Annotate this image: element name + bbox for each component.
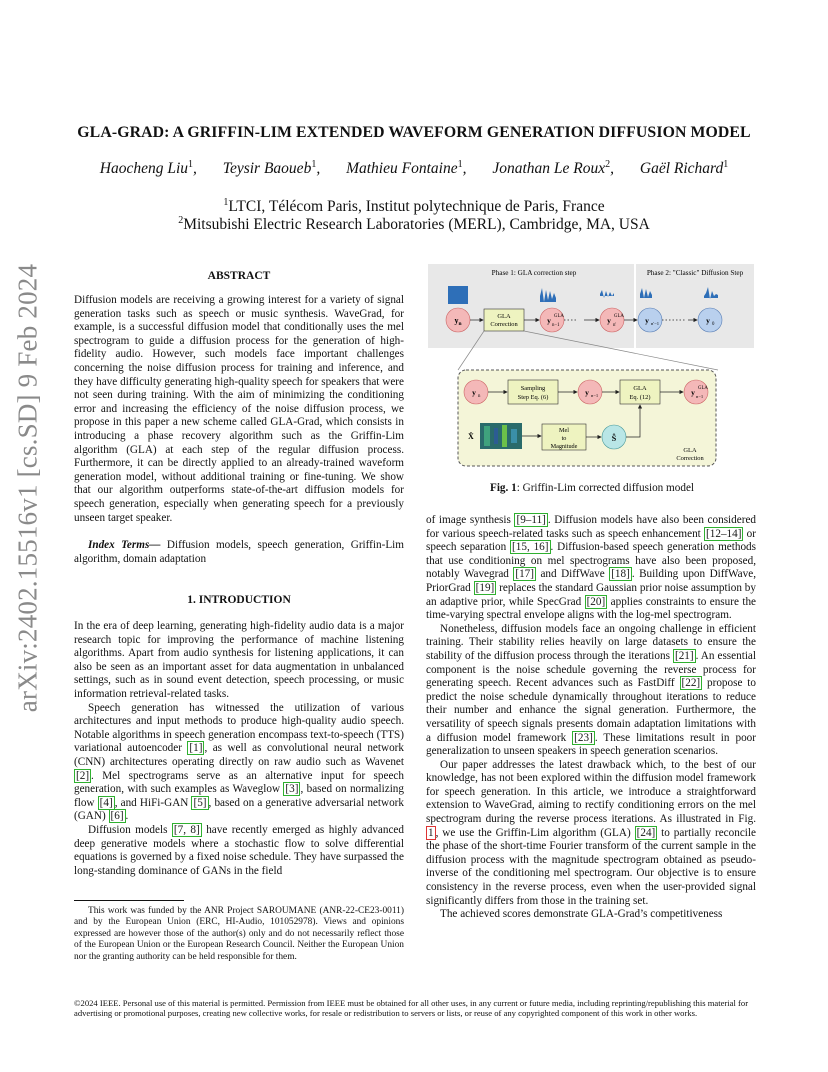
paragraph: Our paper addresses the latest drawback which, to the best of our knowledge, has not been explored within the diffusion model framework for speech generation. In this article, we introduce a straightforward extension to WaveGrad, aiming to rectify conditioning errors on the mel spectrogram during the reverse process iterations. As illustrated in Fig. 1 , we use the Griffin-Lim algorithm (GLA) [24] to partially reconcile the phase of the short-time Fourier transform of the current sample in the diffusion process with the magnitude spectrogram obtained as pseudo-inverse of the conditioning mel spectrogram. Our objective is to ensure consistency in the reverse process, even when the user-provided signal significantly differs from those in the training set. [426,758,756,907]
abstract-body [74,294,404,566]
svg-text:y: y [691,388,695,397]
citation-link[interactable]: [19] [475,581,495,594]
author: Jonathan Le Roux$^2$, [492,158,614,177]
paragraph: Speech generation has witnessed the utilization of various architectures and input methods to produce high-quality audio speech. Notable algorithms in speech generation encompass text-to-speech (TTS) variational autoencoder [1] , as well as convolutional neural network (CNN) architectures operating directly on raw audio such as Wavenet [2] . Mel spectrograms serve as an alternative input for speech generation, with such examples as Waveglow [3] , based on normalizing flow [4] , and HiFi-GAN [5] , based on a generative adversarial network (GAN) [6] . [74,701,404,823]
svg-text:Sampling: Sampling [520,385,546,392]
author: Haocheng Liu$^1$, [99,158,197,177]
svg-text:Eq. (12): Eq. (12) [629,394,651,401]
citation-link[interactable]: [12–14] [706,527,742,540]
citation-link[interactable]: [4] [99,796,113,809]
citation-link[interactable]: [3] [285,783,299,796]
svg-text:n'−1: n'−1 [651,321,660,326]
paragraph: Nonetheless, diffusion models face an ongoing challenge in efficient training. Their stability relies heavily on large datasets to ensure the stability of the diffusion process through the iterations [21] . An essential component is the noise schedule governing the reverse process for generating speech. Recent advances such as FastDiff [22] propose to predict the noise schedule dynamically throughout iterations to reduce their number and enhance the signal generation. Furthermore, the versatility of speech signals presents domain adaptation limitations with a diffusion model framework [23] . These limitations result in poor generalization to unseen speakers in speech generation scenarios. [426,622,757,758]
figure-caption: Fig. 1: Griffin-Lim corrected diffusion model [489,482,695,494]
svg-text:GLA: GLA [633,385,647,392]
citation-link[interactable]: [22] [681,677,701,690]
svg-text:n−1: n−1 [552,323,560,328]
section-heading-intro: 1. INTRODUCTION [187,594,291,606]
citation-link[interactable]: [9–11] [516,514,546,526]
paper-title: GLA-GRAD: A GRIFFIN-LIM EXTENDED WAVEFORM GENERATION DIFFUSION MODEL [77,124,751,141]
index-terms: Index Terms— Diffusion models, speech generation, Griffin-Lim algorithm, domain adaptation [74,539,404,565]
paragraph: of image synthesis [9–11] . Diffusion models have also been considered for various speech-related tasks such as speech enhancement [12–14] or speech separation [15, 16] . Diffusion-based speech generation methods that use conditioning on mel spectrograms have also been proposed, notably Wavegrad [17] and DiffWave [18] . Building upon DiffWave, PriorGrad [19] replaces the standard Gaussian prior noise assumption by an adaptive prior, while SpecGrad [20] applies constraints to ensure the time-varying spectral envelope aligns with the log-mel spectrogram. [426,514,757,622]
svg-text:yn: $y_n$ [454,316,462,327]
citation-link[interactable]: [2] [76,769,90,782]
svg-text:Magnitude: Magnitude [550,443,578,450]
abstract-text: Diffusion models are receiving a growing interest for a variety of signal generation tasks such as speech or music synthesis. WaveGrad, for example, is a successful diffusion model that conditionally uses the mel spectrogram to guide a diffusion process for the generation of high-fidelity audio. However, such models face important challenges concerning the noise diffusion process for training and inference, and they have difficulty generating high-quality speech for speakers that were not seen during training. With the aim of minimizing the conditioning error and increasing the efficiency of the noise diffusion process, we propose in this paper a new scheme called GLA-Grad, which consists in introducing a phase recovery algorithm such as the Griffin-Lim algorithm (GLA) at each step of the regular diffusion process. Furthermore, it can be directly applied to an already-trained waveform generation model, without additional training or fine-tuning. We show that our algorithm outperforms state-of-the-art diffusion models for speech generation, especially when generating speech for a previously unseen target speaker. [74,294,404,524]
figure-link[interactable]: 1 [428,826,434,839]
citation-link[interactable]: [17] [515,568,534,581]
right-column-body [426,514,756,922]
citation-link[interactable]: [21] [674,649,694,662]
svg-text:Correction: Correction [490,321,518,328]
svg-text:y: y [645,316,649,325]
svg-text:GLA: GLA [497,313,511,320]
citation-link[interactable]: [24] [636,826,656,839]
footnote: This work was funded by the ANR Project SAROUMANE (ANR-22-CE23-0011) and by the European Union (ERC, HI-Audio, 101052978). Views and opinions expressed are however those of the author(s) only and do not necessarily reflect those of the European Union or the European Research Council. Neither the European Union nor the granting authority can be held responsible for them. [74,906,404,962]
svg-text:n: n [478,394,481,399]
svg-text:GLA: GLA [614,314,624,319]
citation-link[interactable]: [5] [193,796,207,809]
svg-text:GLA: GLA [554,314,564,319]
author-list [60,160,768,178]
paragraph: Diffusion models [7, 8] have recently emerged as highly advanced deep generative models where a stochastic flow to solve differential equations is governed by a fixed noise schedule. They have surpassed the long-standing dominance of GANs in the field [74,823,404,877]
mel-spectrogram-icon [480,423,522,449]
svg-text:0: 0 [712,322,715,327]
s-hat-label: Ŝ [611,434,617,443]
svg-text:y: y [706,316,710,325]
svg-text:GLA: GLA [683,447,697,454]
author: Teysir Baoueb$^1$, [222,158,321,177]
svg-text:Mel: Mel [559,427,569,434]
phase1-label: Phase 1: GLA correction step [491,269,577,277]
abstract-heading: ABSTRACT [207,270,271,282]
svg-text:Step Eq. (6): Step Eq. (6) [517,394,549,401]
phase2-label: Phase 2: "Classic" Diffusion Step [646,269,744,277]
x-hat-label: X̂ [468,432,474,441]
svg-text:n−1: n−1 [591,393,599,398]
affiliation: $^1$LTCI, Télécom Paris, Institut polytechnique de Paris, France [223,196,605,215]
svg-text:n−1: n−1 [696,394,704,399]
citation-link[interactable]: [7, 8] [173,823,200,836]
svg-text:y: y [547,316,551,325]
svg-text:y: y [585,388,589,397]
paragraph: In the era of deep learning, generating high-fidelity audio data is a major research topic for improving the performance of machine listening algorithms. Apart from audio synthesis for listening applications, it can also be seen as an important asset for data augmentation in unbalanced settings, such as in sound event detection, speech processing, or music information retrieval-related tasks. [74,620,404,700]
affiliation: $^2$Mitsubishi Electric Research Laboratories (MERL), Cambridge, MA, USA [178,214,650,233]
figure-1-diagram [428,264,754,476]
citation-link[interactable]: [18] [611,568,630,581]
svg-text:y: y [607,316,611,325]
citation-link[interactable]: [15, 16] [512,541,549,554]
svg-text:GLA: GLA [698,386,708,391]
author: Mathieu Fontaine$^1$, [346,158,467,177]
footnote-rule [74,900,184,901]
intro-body [74,620,404,878]
author: Gaël Richard$^1$ [639,158,729,177]
svg-text:n': n' [613,323,617,328]
svg-text:y: y [472,388,476,397]
citation-link[interactable]: [6] [110,810,124,823]
citation-link[interactable]: [20] [586,595,606,608]
copyright-notice: ©2024 IEEE. Personal use of this material is permitted. Permission from IEEE must be obtained for all other uses, in any current or future media, including reprinting/republishing this material for advertising or promotional purposes, creating new collective works, for resale or redistribution to servers or lists, or reuse of any copyrighted component of this work in other works. [74,998,749,1019]
svg-text:Correction: Correction [676,455,704,462]
paragraph: The achieved scores demonstrate GLA-Grad’s competitiveness [440,908,723,921]
arxiv-stamp [8,263,48,713]
citation-link[interactable]: [1] [189,742,203,755]
svg-text:to: to [561,435,567,442]
citation-link[interactable]: [23] [574,731,593,744]
arxiv-id: arXiv:2402.15516v1 [cs.SD] 9 Feb 2024 [12,263,43,713]
